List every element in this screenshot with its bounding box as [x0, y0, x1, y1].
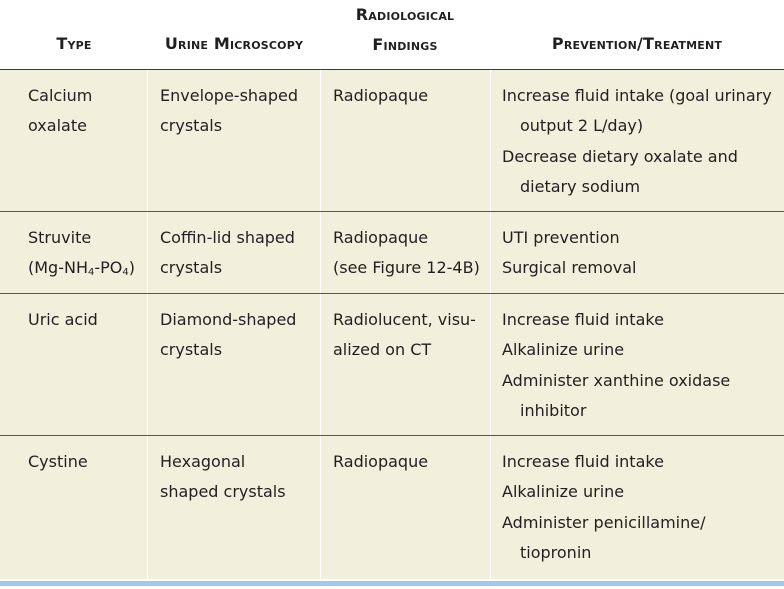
bottom-rule	[0, 581, 784, 586]
cell-line: Increase fluid intake	[502, 452, 664, 471]
cell-prevention	[502, 294, 784, 426]
header-type: Type	[56, 34, 92, 53]
cell-line: dietary sodium	[520, 176, 641, 196]
table-row	[0, 293, 784, 435]
struvite-formula	[28, 253, 146, 288]
cell-line: tiopronin	[520, 542, 592, 562]
cell-line: alized on CT	[333, 340, 432, 360]
cell-radiological	[333, 294, 488, 366]
cell-type	[28, 70, 146, 142]
cell-line: Coffin-lid shaped	[160, 228, 295, 247]
cell-line: Administer xanthine oxidase	[502, 370, 731, 390]
cell-line: Increase fluid intake	[502, 310, 664, 329]
cell-line: (see Figure 12-4B)	[333, 258, 480, 278]
table-header	[0, 0, 784, 69]
cell-line: oxalate	[28, 116, 87, 136]
cell-line: Radiolucent, visu-	[333, 310, 476, 329]
cell-urine	[160, 212, 320, 284]
cell-prevention	[502, 436, 784, 568]
formula-subscript: 4	[122, 267, 129, 279]
cell-urine	[160, 294, 320, 366]
cell-radiological	[333, 212, 488, 284]
table-row	[0, 70, 784, 211]
cell-type	[28, 212, 146, 289]
cell-line: Radiopaque	[333, 452, 429, 471]
cell-line: Diamond-shaped	[160, 310, 297, 329]
cell-line: crystals	[160, 116, 223, 136]
table-row	[0, 211, 784, 293]
cell-line: crystals	[160, 258, 223, 278]
header-radiological-line2: Findings	[372, 35, 438, 54]
formula-subscript: 4	[87, 267, 95, 279]
cell-line: Uric acid	[28, 310, 98, 329]
cell-line: Envelope-shaped	[160, 86, 299, 105]
cell-line: Decrease dietary oxalate and	[502, 146, 738, 166]
cell-line: Administer penicillamine/	[502, 512, 706, 532]
cell-line: Cystine	[28, 452, 88, 471]
formula-part: (Mg-NH	[28, 258, 88, 278]
cell-prevention	[502, 212, 784, 284]
cell-line: shaped crystals	[160, 482, 286, 502]
cell-line: Surgical removal	[502, 258, 637, 278]
cell-line: Alkalinize urine	[502, 482, 625, 502]
header-radiological-findings	[320, 0, 490, 60]
cell-line: Struvite	[28, 228, 92, 247]
cell-line: Hexagonal	[160, 452, 246, 471]
cell-line: output 2 L/day)	[520, 116, 644, 136]
header-radiological-line1: Radiological	[355, 5, 455, 24]
cell-prevention	[502, 70, 784, 202]
formula-part: )	[128, 258, 135, 278]
cell-type	[28, 294, 146, 335]
cell-line: Alkalinize urine	[502, 340, 625, 360]
cell-line: inhibitor	[520, 400, 587, 420]
cell-line: Radiopaque	[333, 228, 429, 247]
cell-radiological	[333, 70, 488, 111]
cell-line: Calcium	[28, 86, 93, 105]
cell-line: crystals	[160, 340, 223, 360]
cell-radiological	[333, 436, 488, 477]
cell-urine	[160, 436, 320, 508]
table-row	[0, 435, 784, 579]
cell-line: Increase fluid intake (goal urinary	[502, 86, 772, 105]
cell-line: UTI prevention	[502, 228, 620, 247]
cell-line: Radiopaque	[333, 86, 429, 105]
cell-type	[28, 436, 146, 477]
header-urine-microscopy: Urine Microscopy	[164, 34, 304, 53]
table-body	[0, 70, 784, 579]
formula-part: -PO	[94, 258, 123, 278]
cell-urine	[160, 70, 320, 142]
header-prevention-treatment: Prevention/Treatment	[551, 34, 723, 53]
